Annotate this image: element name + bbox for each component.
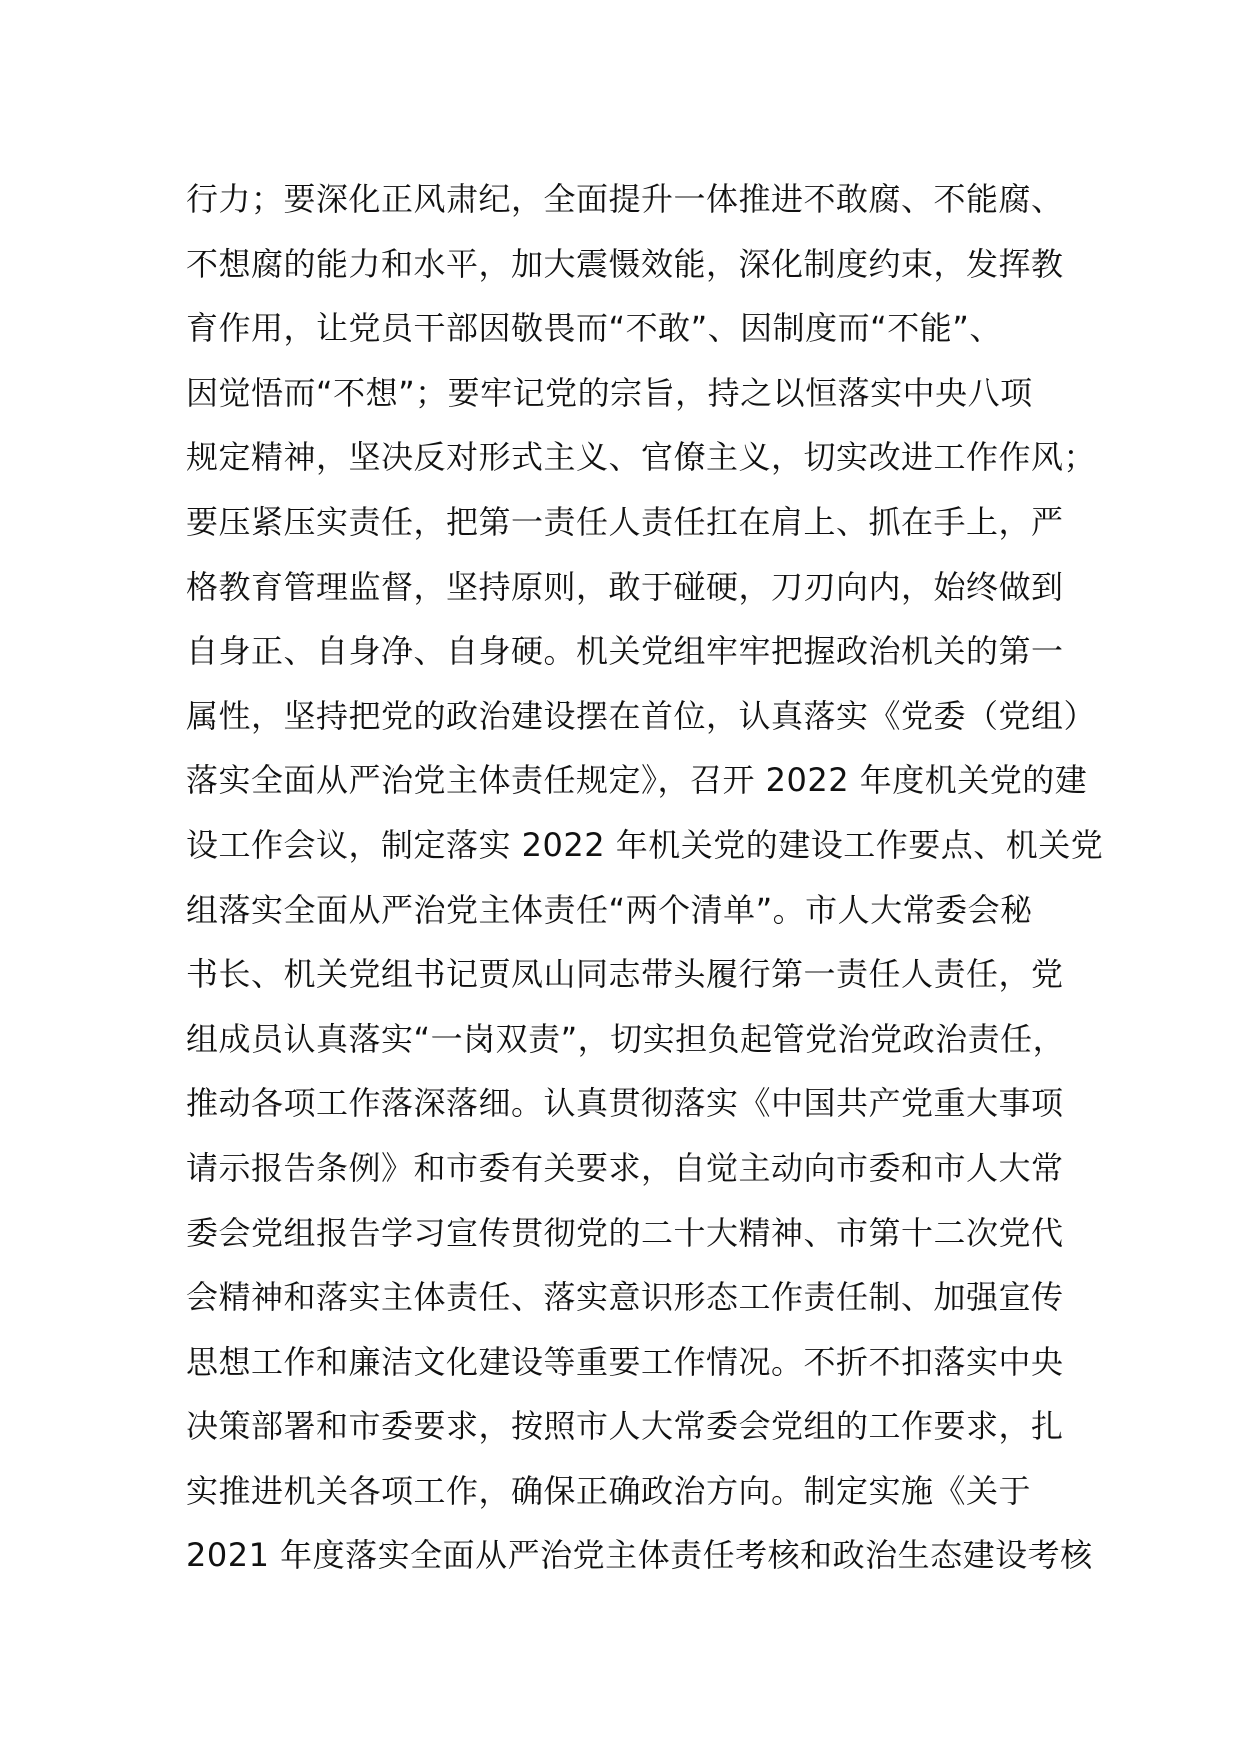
text-line: 组成员认真落实“一岗双责”，切实担负起管党治党政治责任，: [186, 1019, 1066, 1058]
text-line: 不想腐的能力和水平，加大震慑效能，深化制度约束，发挥教: [186, 244, 1064, 283]
text-line: 自身正、自身净、自身硬。机关党组牢牢把握政治机关的第一: [186, 632, 1064, 671]
text-line: 实推进机关各项工作，确保正确政治方向。制定实施《关于: [186, 1471, 1032, 1510]
body-text: [186, 167, 1104, 1588]
text-line: 组落实全面从严治党主体责任“两个清单”。市人大常委会秘: [186, 890, 1033, 929]
text-line: 2021 年度落实全面从严治党主体责任考核和政治生态建设考核: [186, 1536, 1093, 1575]
text-line: 思想工作和廉洁文化建设等重要工作情况。不折不扣落实中央: [186, 1342, 1064, 1381]
text-line: 推动各项工作落深落细。认真贯彻落实《中国共产党重大事项: [186, 1084, 1064, 1123]
text-line: 决策部署和市委要求，按照市人大常委会党组的工作要求，扎: [186, 1407, 1064, 1446]
text-line: 格教育管理监督，坚持原则，敢于碰硬，刀刃向内，始终做到: [186, 567, 1064, 606]
text-line: 要压紧压实责任，把第一责任人责任扛在肩上、抓在手上，严: [186, 502, 1064, 541]
text-line: 委会党组报告学习宣传贯彻党的二十大精神、市第十二次党代: [186, 1213, 1064, 1252]
text-line: 设工作会议，制定落实 2022 年机关党的建设工作要点、机关党: [186, 825, 1104, 864]
text-line: 会精神和落实主体责任、落实意识形态工作责任制、加强宣传: [186, 1278, 1064, 1317]
text-line: 属性，坚持把党的政治建设摆在首位，认真落实《党委（党组）: [186, 696, 1097, 735]
text-line: 育作用，让党员干部因敬畏而“不敢”、因制度而“不能”、: [186, 309, 1002, 348]
text-line: 因觉悟而“不想”；要牢记党的宗旨，持之以恒落实中央八项: [186, 373, 1033, 412]
text-line: 书长、机关党组书记贾凤山同志带头履行第一责任人责任，党: [186, 955, 1064, 994]
text-line: 请示报告条例》和市委有关要求，自觉主动向市委和市人大常: [186, 1148, 1064, 1187]
text-line: 落实全面从严治党主体责任规定》，召开 2022 年度机关党的建: [186, 761, 1088, 800]
text-line: 规定精神，坚决反对形式主义、官僚主义，切实改进工作作风；: [186, 438, 1097, 477]
text-line: 行力；要深化正风肃纪，全面提升一体推进不敢腐、不能腐、: [186, 180, 1064, 218]
